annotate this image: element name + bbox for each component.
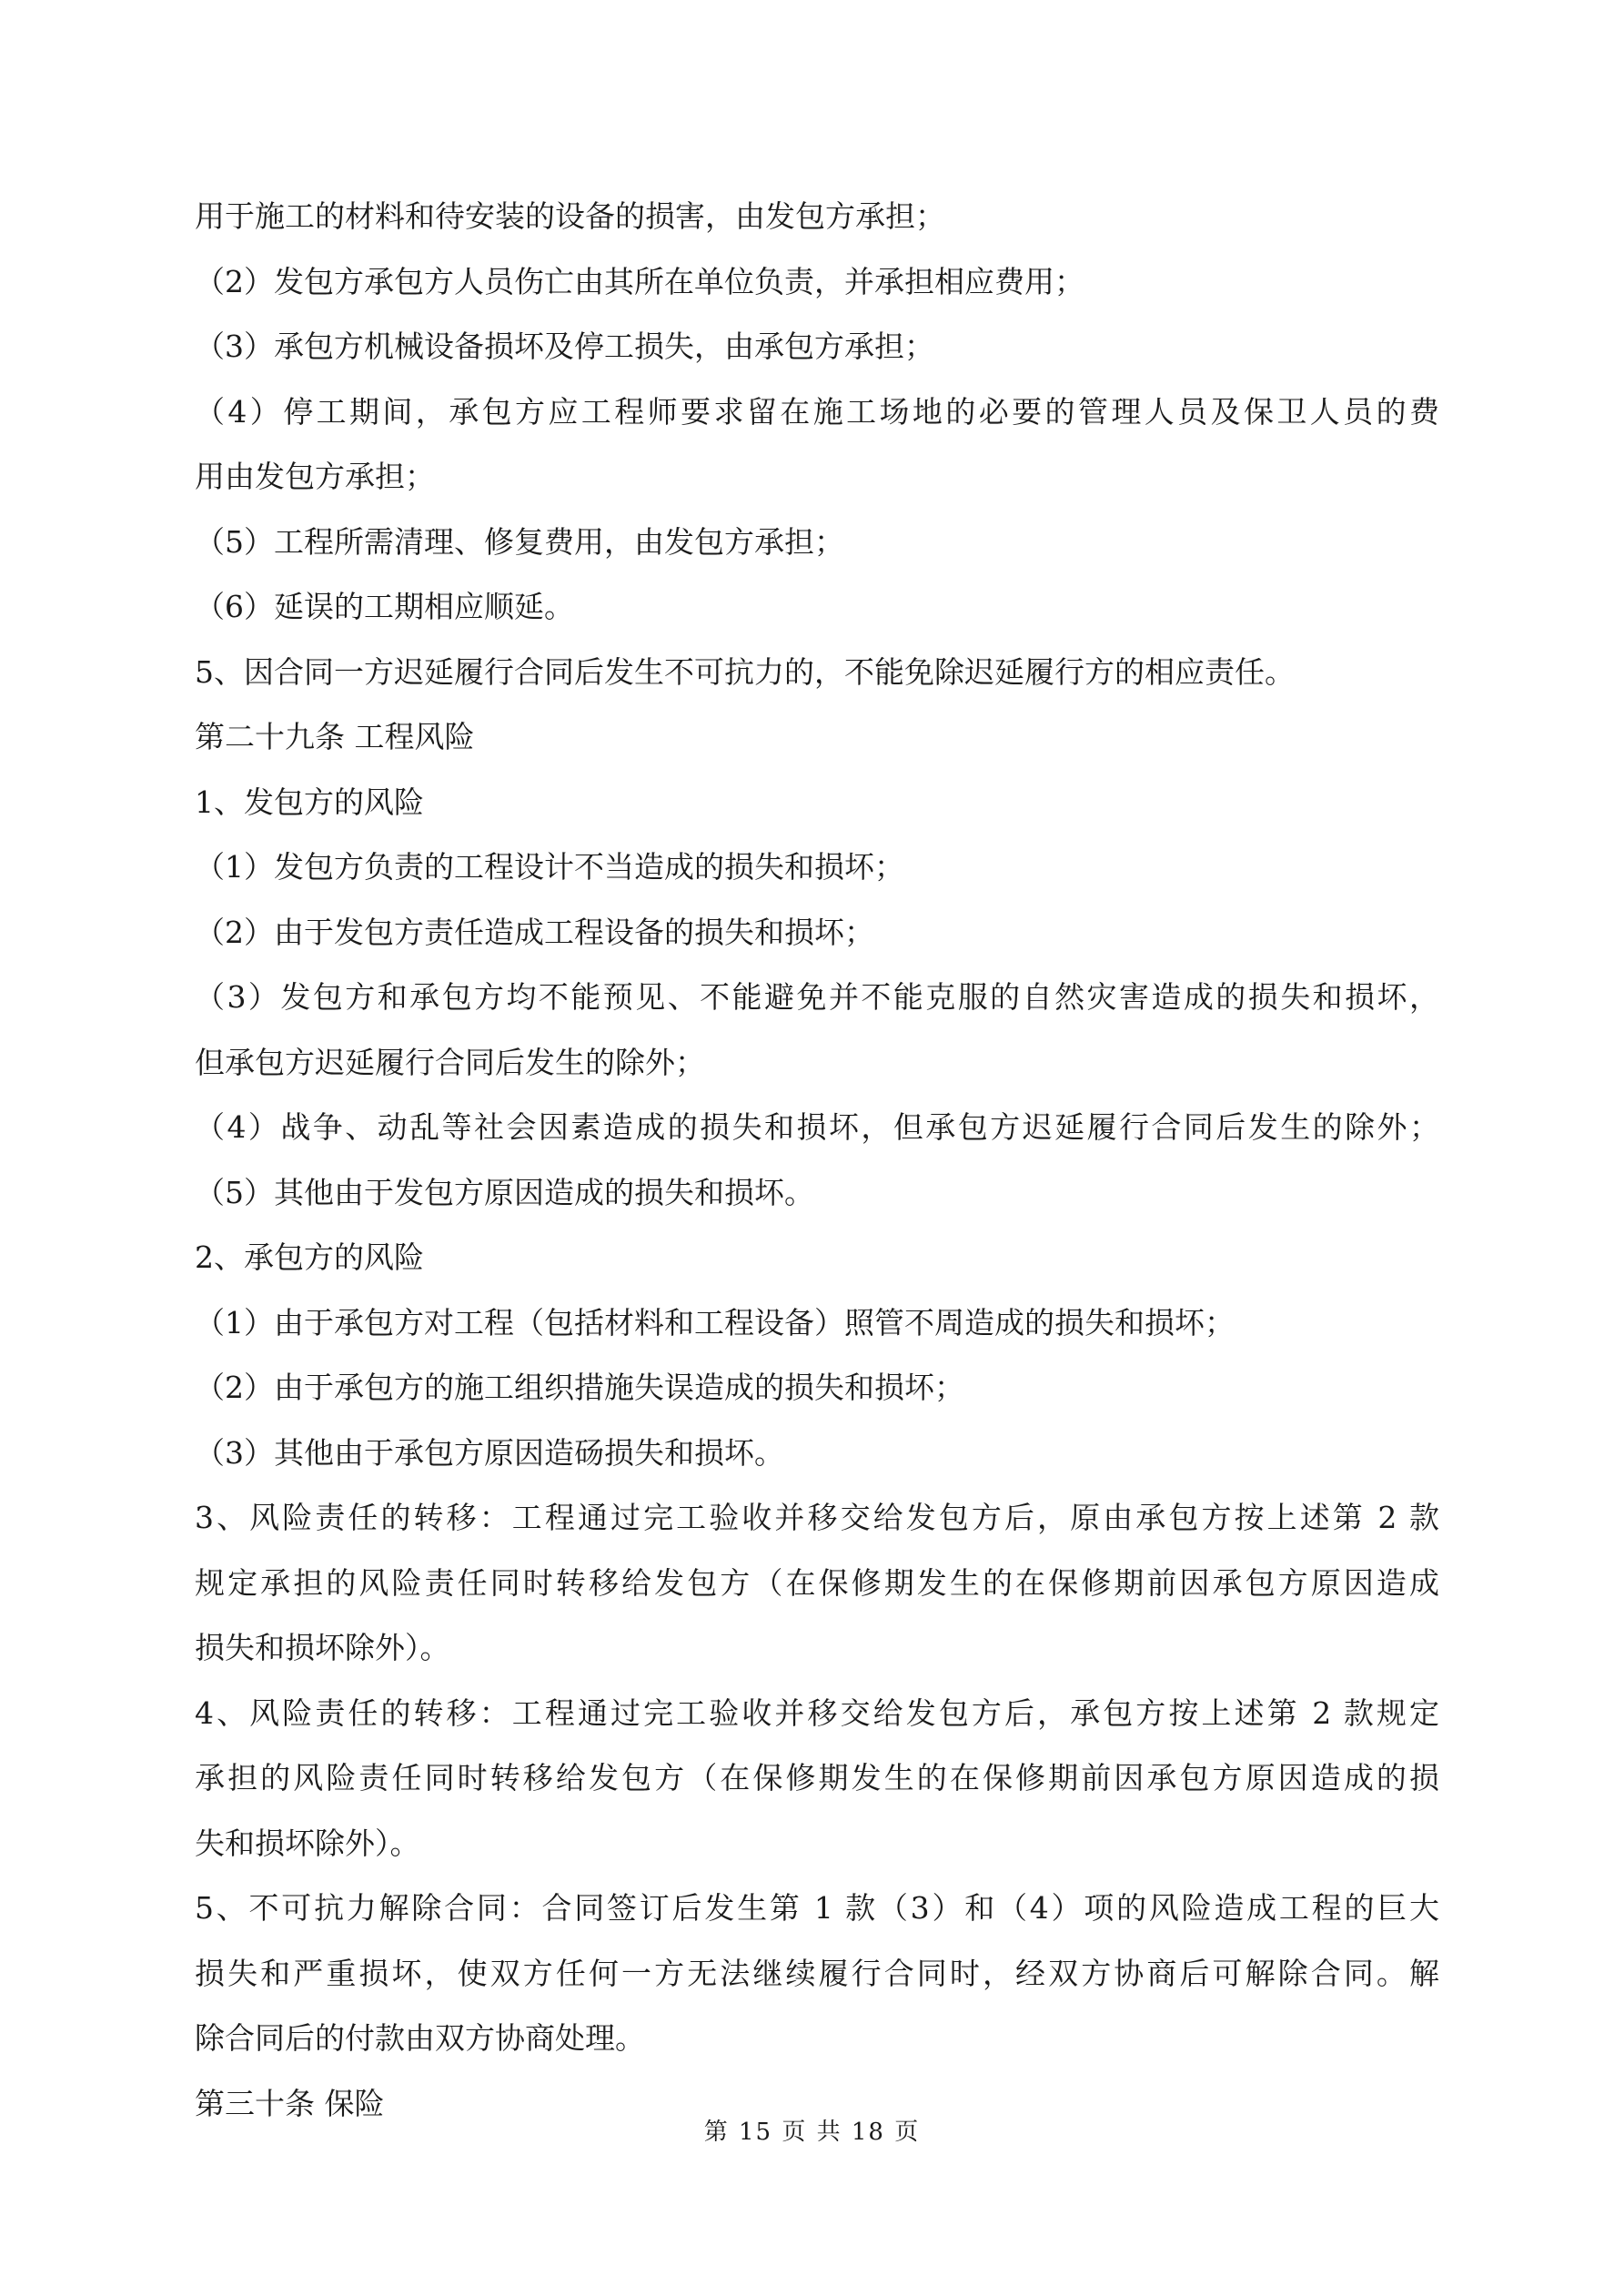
- text-line: 规定承担的风险责任同时转移给发包方（在保修期发生的在保修期前因承包方原因造成: [195, 1565, 1439, 1601]
- subsection-heading: 2、承包方的风险: [195, 1239, 424, 1275]
- text-line: 但承包方迟延履行合同后发生的除外；: [195, 1045, 705, 1080]
- text-line: 损失和严重损坏，使双方任何一方无法继续履行合同时，经双方协商后可解除合同。解: [195, 1956, 1439, 1991]
- subsection-heading: 1、发包方的风险: [195, 784, 424, 820]
- text-line: 承担的风险责任同时转移给发包方（在保修期发生的在保修期前因承包方原因造成的损: [195, 1760, 1439, 1795]
- text-line: （5）其他由于发包方原因造成的损失和损坏。: [195, 1175, 814, 1210]
- text-line: 用于施工的材料和待安装的设备的损害，由发包方承担；: [195, 198, 945, 234]
- text-line: （1）由于承包方对工程（包括材料和工程设备）照管不周造成的损失和损坏；: [195, 1305, 1235, 1340]
- text-line: （3）发包方和承包方均不能预见、不能避免并不能克服的自然灾害造成的损失和损坏，: [195, 979, 1439, 1015]
- text-line: 4、风险责任的转移：工程通过完工验收并移交给发包方后，承包方按上述第 2 款规定: [195, 1695, 1439, 1731]
- text-line: （5）工程所需清理、修复费用，由发包方承担；: [195, 524, 844, 560]
- text-line: （4）停工期间，承包方应工程师要求留在施工场地的必要的管理人员及保卫人员的费: [195, 394, 1439, 430]
- text-line: 损失和损坏除外）。: [195, 1630, 450, 1665]
- text-line: 除合同后的付款由双方协商处理。: [195, 2020, 645, 2056]
- text-line: （3）承包方机械设备损坏及停工损失，由承包方承担；: [195, 329, 934, 364]
- text-line: （2）发包方承包方人员伤亡由其所在单位负责，并承担相应费用；: [195, 264, 1084, 299]
- text-line: （4）战争、动乱等社会因素造成的损失和损坏，但承包方迟延履行合同后发生的除外；: [195, 1109, 1439, 1145]
- text-line: 3、风险责任的转移：工程通过完工验收并移交给发包方后，原由承包方按上述第 2 款: [195, 1500, 1439, 1535]
- text-line: 用由发包方承担；: [195, 459, 435, 494]
- page-number-footer: 第 15 页 共 18 页: [703, 2119, 921, 2146]
- text-line: 5、因合同一方迟延履行合同后发生不可抗力的，不能免除迟延履行方的相应责任。: [195, 654, 1295, 690]
- text-line: （6）延误的工期相应顺延。: [195, 589, 574, 624]
- text-line: 失和损坏除外）。: [195, 1826, 420, 1861]
- text-line: 5、不可抗力解除合同：合同签订后发生第 1 款（3）和（4）项的风险造成工程的巨大: [195, 1890, 1439, 1926]
- text-line: （2）由于发包方责任造成工程设备的损失和损坏；: [195, 915, 874, 950]
- text-line: （3）其他由于承包方原因造砀损失和损坏。: [195, 1435, 784, 1471]
- section-heading: 第二十九条 工程风险: [195, 719, 475, 754]
- text-line: （2）由于承包方的施工组织措施失误造成的损失和损坏；: [195, 1370, 964, 1405]
- section-heading: 第三十条 保险: [195, 2086, 385, 2121]
- text-line: （1）发包方负责的工程设计不当造成的损失和损坏；: [195, 849, 904, 885]
